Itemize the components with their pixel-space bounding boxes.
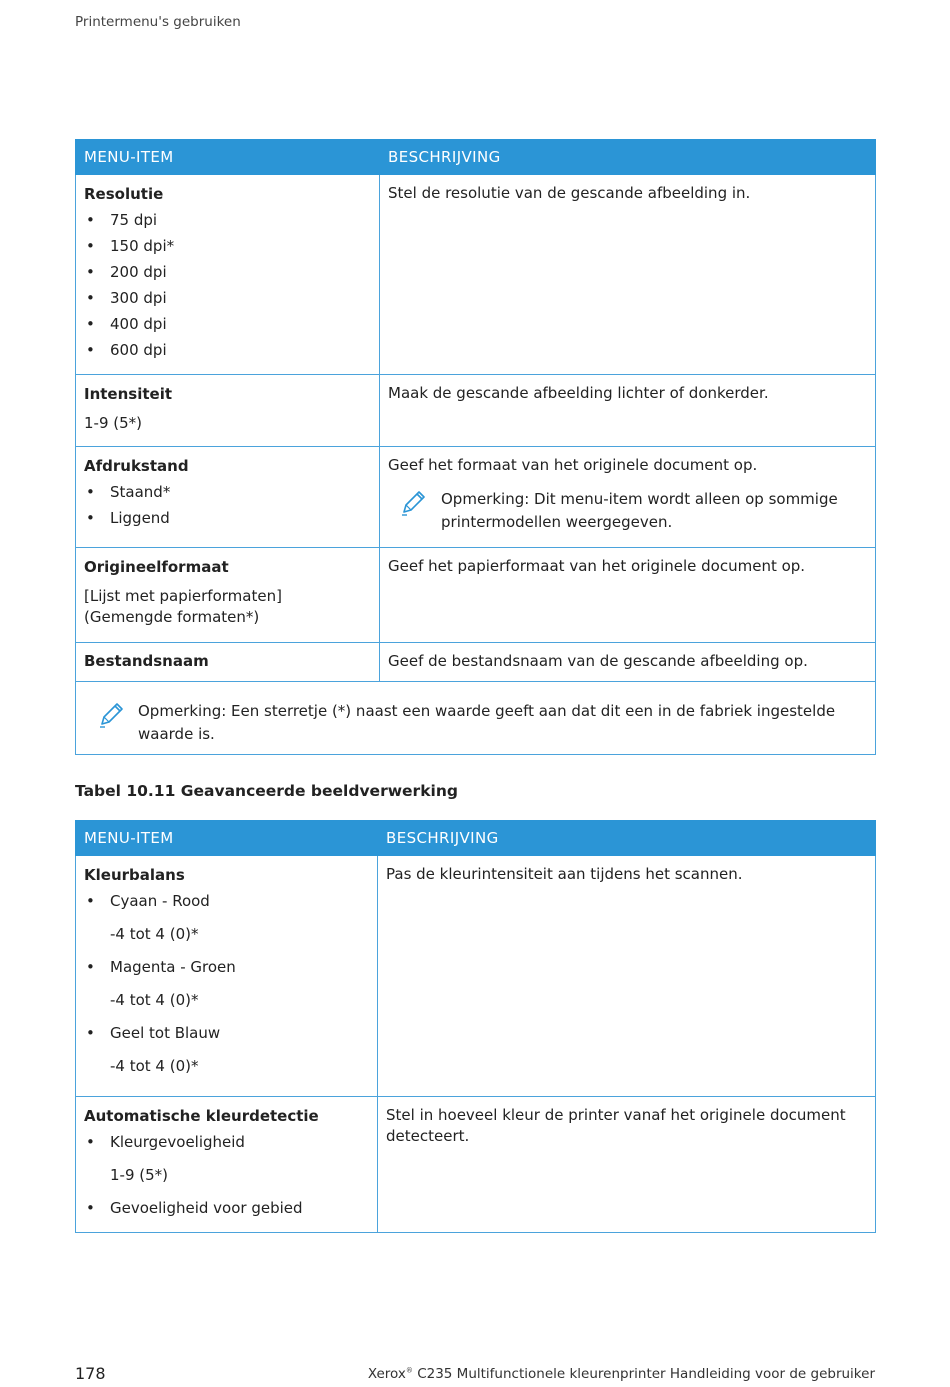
option-item: • 75 dpi [84,210,371,231]
option-value: 1-9 (5*) [110,1166,169,1184]
menu-item-value: 1-9 (5*) [84,414,143,432]
option-item: • Magenta - Groen [84,957,369,978]
option-item: • Geel tot Blauw [84,1023,369,1044]
option-value: -4 tot 4 (0)* [110,1057,199,1075]
table-header-row [76,821,876,856]
footnote-cell [76,682,876,755]
option-item: • 300 dpi [84,288,371,309]
option-list [84,1023,369,1044]
menu-item-cell [76,175,380,375]
menu-item-title: Resolutie [84,185,164,203]
description-cell: Stel de resolutie van de gescande afbeelding in. [380,175,876,375]
menu-item-title: Intensiteit [84,385,173,403]
option-item: • Gevoeligheid voor gebied [84,1198,369,1219]
option-item: • 400 dpi [84,314,371,335]
menu-item-cell [76,643,380,682]
menu-item-cell [76,1097,378,1233]
table-row [76,548,876,643]
description-text: Geef het formaat van het originele document op. [388,456,758,474]
pencil-note-icon [398,488,428,518]
footer-doc-title: C235 Multifunctionele kleurenprinter Handleiding voor de gebruiker [412,1366,875,1382]
footer-brand: Xerox [367,1366,406,1382]
menu-item-cell [76,375,380,447]
option-list [84,210,371,361]
description-cell: Pas de kleurintensiteit aan tijdens het scannen. [378,856,876,1097]
trademark-symbol: ® [405,1366,413,1375]
menu-table-advanced-imaging [75,820,876,1233]
footer-document-title [368,1366,875,1382]
table-header-row [76,140,876,175]
option-value: -4 tot 4 (0)* [110,991,199,1009]
description-cell: Geef de bestandsnaam van de gescande afbeelding op. [380,643,876,682]
option-list [84,482,371,529]
option-list [84,1132,369,1153]
option-item: • Cyaan - Rood [84,891,369,912]
menu-item-title: Afdrukstand [84,457,189,475]
option-item: • Kleurgevoeligheid [84,1132,369,1153]
table-row [76,375,876,447]
note [398,488,867,534]
footnote-row [76,682,876,755]
option-list [84,1198,369,1219]
menu-item-title: Bestandsnaam [84,652,209,670]
running-header: Printermenu's gebruiken [75,14,241,30]
menu-item-cell [76,856,378,1097]
footnote [96,700,865,746]
option-item: • Staand* [84,482,371,503]
table-row [76,1097,876,1233]
table-row [76,447,876,548]
menu-item-value: [Lijst met papierformaten] (Gemengde formaten*) [84,587,282,626]
footnote-text: Opmerking: Een sterretje (*) naast een waarde geeft aan dat dit een in de fabriek ingestelde waarde is. [138,702,836,743]
description-cell: Maak de gescande afbeelding lichter of donkerder. [380,375,876,447]
column-header-description: BESCHRIJVING [378,821,876,856]
page-number: 178 [75,1364,106,1383]
table-row [76,175,876,375]
option-item: • 600 dpi [84,340,371,361]
menu-item-cell [76,447,380,548]
table-row [76,856,876,1097]
column-header-menu-item: MENU-ITEM [76,821,378,856]
description-cell: Stel in hoeveel kleur de printer vanaf het originele document detecteert. [378,1097,876,1233]
column-header-menu-item: MENU-ITEM [76,140,380,175]
description-cell [380,447,876,548]
option-list [84,891,369,912]
pencil-note-icon [96,700,126,730]
note-text: Opmerking: Dit menu-item wordt alleen op sommige printermodellen weergegeven. [441,490,838,531]
menu-item-title: Automatische kleurdetectie [84,1107,319,1125]
option-item: • 200 dpi [84,262,371,283]
option-item: • 150 dpi* [84,236,371,257]
option-item: • Liggend [84,508,371,529]
menu-item-title: Origineelformaat [84,558,229,576]
table-caption: Tabel 10.11 Geavanceerde beeldverwerking [75,782,458,800]
option-list [84,957,369,978]
option-value: -4 tot 4 (0)* [110,925,199,943]
column-header-description: BESCHRIJVING [380,140,876,175]
table-row [76,643,876,682]
description-cell: Geef het papierformaat van het originele document op. [380,548,876,643]
menu-item-cell [76,548,380,643]
menu-item-title: Kleurbalans [84,866,185,884]
menu-table-scan-settings [75,139,876,755]
